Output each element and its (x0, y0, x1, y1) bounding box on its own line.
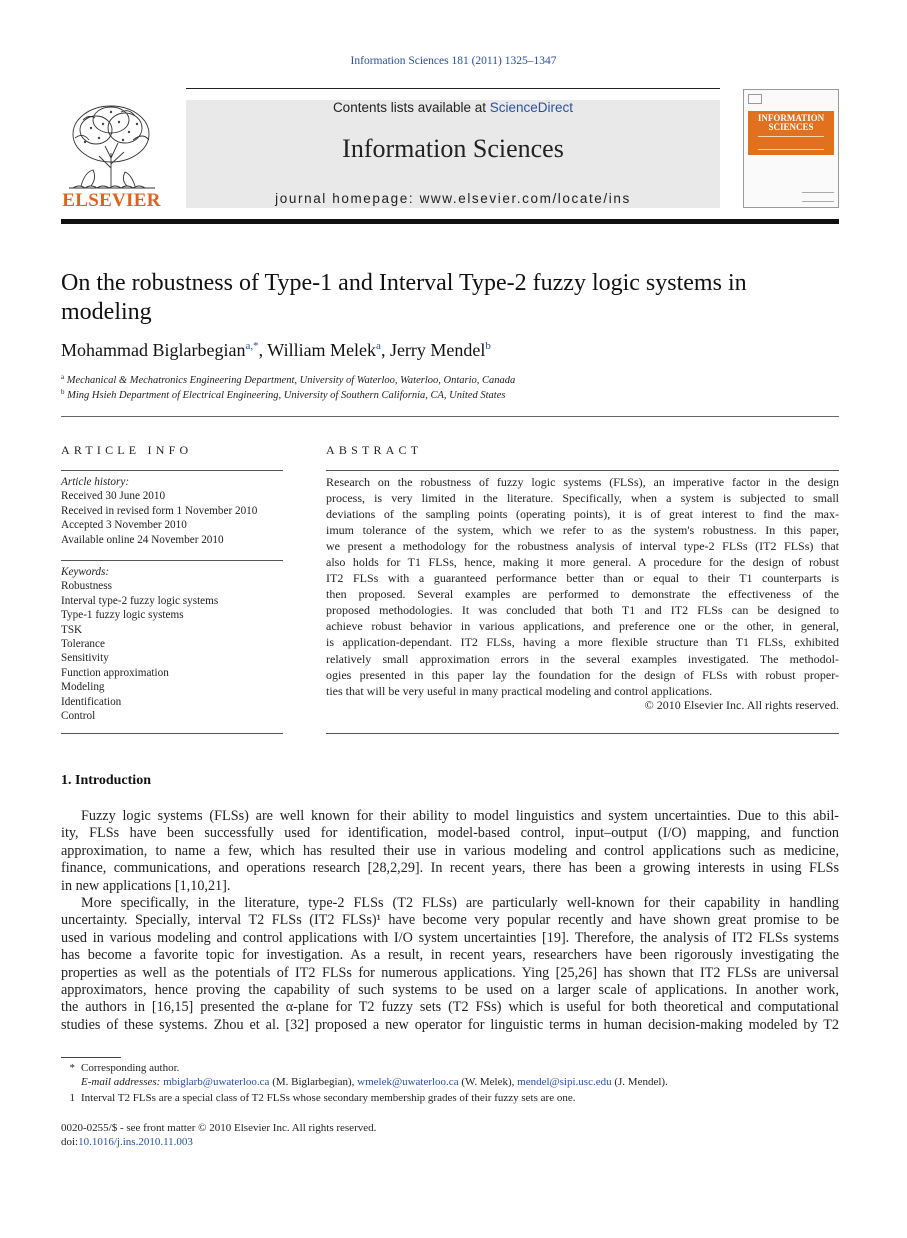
abstract-line: ties that will be very useful in many practical modeling and control applications. (326, 683, 713, 698)
keyword: Tolerance (61, 638, 105, 651)
affiliation (61, 388, 839, 401)
issn-line: 0020-0255/$ - see front matter © 2010 Elsevier Inc. All rights reserved. (61, 1122, 377, 1134)
paragraph-line: the authors in [16,15] presented the α-plane for T2 fuzzy sets (T2 FSs) which is useful for both theoretical and computational (61, 999, 839, 1016)
abstract-line: imum tolerance of the system, which we refer to as the system's robustness. In this paper, (326, 523, 839, 538)
footnote-emails (61, 1076, 839, 1088)
email-owner: (J. Mendel). (614, 1076, 668, 1088)
email-link[interactable]: mbiglarb@uwaterloo.ca (163, 1076, 270, 1088)
author-name: Jerry Mendel (389, 340, 486, 360)
paragraph-line: finance, communications, and operations research [28,2,29]. In recent years, there has been a growing interests in using FLSs (61, 860, 839, 877)
journal-homepage (186, 191, 720, 206)
title-line: On the robustness of Type-1 and Interval Type-2 fuzzy logic systems in (61, 270, 747, 296)
footnote-corresponding (61, 1062, 839, 1074)
article-info-heading: ARTICLE INFO (61, 443, 193, 457)
abstract-line: Research on the robustness of fuzzy logic systems (FLSs), an imperative factor in the design (326, 475, 839, 489)
intro-paragraph-1 (61, 808, 839, 895)
keyword: Sensitivity (61, 652, 109, 665)
abstract-line: proposed methodologies. It was concluded that both T1 and IT2 FLSs can be designed to (326, 603, 839, 618)
keyword: Function approximation (61, 666, 169, 679)
affiliation-mark: b (61, 388, 65, 396)
contents-available-line (186, 100, 720, 115)
paragraph-line: approximation, to name a few, which has resulted their use in various modeling and control applications such as medicine, (61, 842, 839, 859)
title-line: modeling (61, 299, 152, 325)
email-label: E-mail addresses: (81, 1076, 161, 1088)
intro-paragraph-2 (61, 895, 839, 1034)
journal-name: Information Sciences (342, 134, 564, 163)
email-owner: (W. Melek), (461, 1076, 515, 1088)
keyword: Robustness (61, 580, 112, 593)
paragraph-line: has become a favorite topic for investigation. As a result, in recent years, researchers have been rigorously investigating the (61, 947, 839, 964)
keywords-label: Keywords: (61, 566, 110, 578)
footnote-mark: * (69, 1062, 75, 1074)
abstract-bottom-rule (326, 733, 839, 734)
keyword: Identification (61, 695, 122, 708)
section-heading-introduction: 1. Introduction (61, 773, 151, 788)
paragraph-line: studies of these systems. Zhou et al. [32] proposed a new operator for linguistic terms in human decision-making modeled by T2 (61, 1016, 839, 1033)
article-info-rule (61, 470, 283, 471)
header-rule (186, 88, 720, 89)
cover-decoration (758, 136, 824, 150)
keywords-block (61, 565, 283, 723)
abstract-copyright: © 2010 Elsevier Inc. All rights reserved. (644, 698, 839, 712)
author-name: William Melek (267, 340, 377, 360)
cover-title: INFORMATION SCIENCES (757, 113, 825, 132)
doi-line (61, 1136, 193, 1148)
doi-link[interactable]: 10.1016/j.ins.2010.11.003 (78, 1136, 193, 1148)
history-label: Article history: (61, 476, 130, 488)
abstract-line: ogies presented in this paper lay the foundation for the design of FLSs with robust proper- (326, 667, 839, 682)
abstract-line: achieve robust behavior in various applications, and preference one or the other, in general, (326, 619, 839, 634)
contents-prefix: Contents lists available at (332, 100, 490, 115)
email-link[interactable]: wmelek@uwaterloo.ca (357, 1076, 459, 1088)
history-item: Received in revised form 1 November 2010 (61, 504, 258, 517)
abstract-line: we present a methodology for the robustness analysis of interval type-2 FLSs (IT2 FLSs) that (326, 539, 839, 554)
footnote-text: Corresponding author. (81, 1062, 180, 1074)
abstract-text (326, 474, 839, 699)
abstract-line: also holds for T1 FLSs, hence, making it more general. A procedure for the design of robust (326, 555, 839, 570)
abstract-line: then proposed. Several examples are performed to demonstrate the effectiveness of the (326, 587, 839, 602)
paragraph-line: used in various modeling and control applications with I/O system uncertainties [19]. Therefore, the analysis of IT2 FLSs systems (61, 929, 839, 946)
affiliation (61, 373, 839, 386)
author-list: Mohammad Biglarbegian$^{a,*}$, William Melek$^a$, Jerry Mendel$^b$ (61, 340, 491, 360)
abstract-line: IT2 FLSs with a guaranteed performance better than or equal to their T1 counterparts is (326, 571, 839, 586)
header-thick-rule (61, 219, 839, 224)
affiliation-text: Ming Hsieh Department of Electrical Engineering, University of Southern California, CA, United States (67, 390, 506, 401)
abstract-line: deviations of the sampling points (operating points), it is of great interest to find the max- (326, 507, 839, 522)
email-link[interactable]: mendel@sipi.usc.edu (517, 1076, 612, 1088)
paragraph-line: More specifically, in the literature, type-2 FLSs (T2 FLSs) are particularly well-known for their capability in handling (81, 895, 839, 911)
doi-label: doi: (61, 1136, 79, 1148)
keywords-rule (61, 560, 283, 561)
history-item: Received 30 June 2010 (61, 490, 166, 503)
article-info-bottom-rule (61, 733, 283, 734)
footnote-text: Interval T2 FLSs are a special class of T2 FLSs whose secondary membership grades of their fuzzy sets are one. (81, 1092, 576, 1104)
cover-footer-decoration (802, 192, 834, 202)
paragraph-line: properties as well as the potentials of IT2 FLSs for numerous applications. Ying [25,26] has shown that IT2 FLSs are universal (61, 964, 839, 981)
abstract-line: relatively small approximation errors in the several examples investigated. The methodol- (326, 651, 839, 666)
homepage-prefix: journal homepage: (275, 191, 420, 206)
article-history (61, 475, 283, 547)
homepage-url[interactable]: www.elsevier.com/locate/ins (419, 191, 631, 206)
article-title (61, 269, 839, 327)
abstract-rule (326, 470, 839, 471)
elsevier-wordmark[interactable]: ELSEVIER (62, 190, 161, 211)
affiliation-mark: a (61, 373, 65, 381)
email-owner: (M. Biglarbegian), (272, 1076, 355, 1088)
keyword: Modeling (61, 681, 105, 694)
keyword: Type-1 fuzzy logic systems (61, 609, 184, 622)
keyword: Interval type-2 fuzzy logic systems (61, 594, 219, 607)
abstract-line: process, is very limited in the literature. Specifically, when a system is subjected to small (326, 491, 839, 506)
keyword: TSK (61, 623, 83, 636)
paragraph-line: uncertainty. Specially, interval T2 FLSs (IT2 FLSs)¹ have become very popular recently and have shown great promise to be (61, 912, 839, 929)
paragraph-line: approximators, hence proving the capability of such systems to be used on a larger scale of applications. In another work, (61, 982, 839, 999)
history-item: Available online 24 November 2010 (61, 533, 224, 546)
abstract-heading: ABSTRACT (326, 443, 423, 457)
paragraph-line: ity, FLSs have been successfully used for identification, model-based control, input–output (I/O) mapping, and function (61, 825, 839, 842)
journal-citation[interactable]: Information Sciences 181 (2011) 1325–1347 (350, 55, 557, 67)
section-rule (61, 416, 839, 417)
footnote-1 (61, 1092, 839, 1104)
journal-cover-thumbnail[interactable] (743, 89, 839, 208)
sciencedirect-link[interactable]: ScienceDirect (489, 100, 574, 115)
footnote-rule (61, 1057, 121, 1058)
affiliation-text: Mechanical & Mechatronics Engineering Department, University of Waterloo, Waterloo, Ontario, Canada (66, 375, 516, 386)
history-item: Accepted 3 November 2010 (61, 519, 187, 532)
cover-emblem (748, 94, 762, 104)
paragraph-line: in new applications [1,10,21]. (61, 877, 231, 894)
paragraph-line: Fuzzy logic systems (FLSs) are well known for their ability to model linguistics and system uncertainties. Due to this abil- (81, 808, 839, 824)
abstract-line: is application-dependant. IT2 FLSs, having a more flexible structure than T1 FLSs, exhibited (326, 635, 839, 650)
author-marks[interactable]: a (376, 340, 381, 352)
keyword: Control (61, 710, 96, 723)
author-marks[interactable]: b (485, 340, 491, 352)
author-name: Mohammad Biglarbegian (61, 340, 246, 360)
author-marks[interactable]: a,* (245, 340, 259, 352)
footnote-mark: 1 (69, 1092, 75, 1104)
